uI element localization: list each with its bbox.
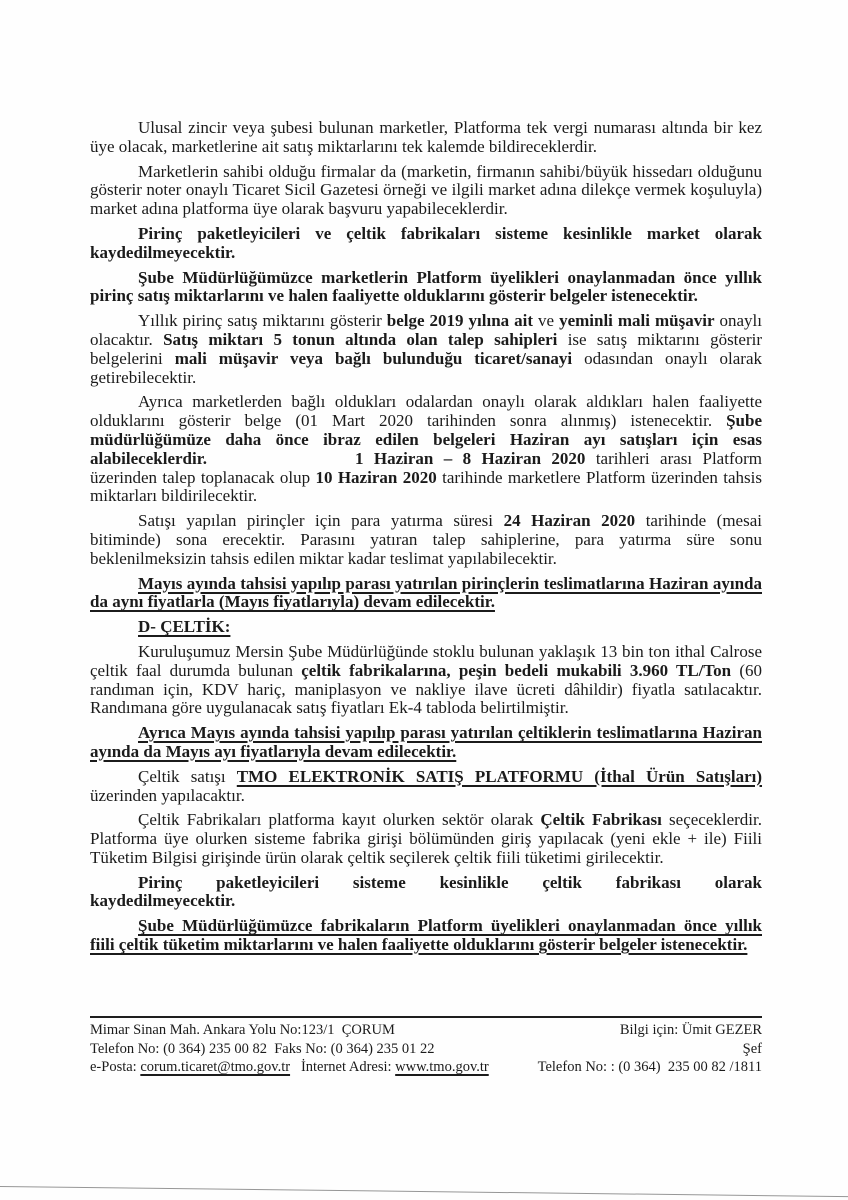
underlined-text-run: D- ÇELTİK: — [138, 617, 231, 637]
bold-text-run: Çeltik Fabrikası — [540, 810, 662, 830]
underlined-text-run: Şube Müdürlüğümüzce fabrikaların Platform üyelikleri onaylanmadan önce yıllık fiili çeltik tüketim miktarlarını ve halen faaliyette olduklarını gösterir belgeler istenecektir. — [90, 916, 762, 955]
page-footer — [90, 1016, 762, 1077]
bold-text-run: Şube müdürlüğümüze daha önce ibraz edilen belgeleri Haziran ayı satışları için esas alabileceklerdir. — [90, 411, 762, 468]
text-run: Satışı yapılan pirinçler için para yatırma süresi — [138, 511, 504, 531]
bold-text-run: 10 Haziran 2020 — [315, 467, 437, 487]
para-sube-mudurlugumuzce-fabrikalar-underlined — [90, 917, 762, 955]
scan-page-edge-line — [0, 1186, 848, 1197]
para-pirinc-paketleyicileri-celtik — [90, 874, 762, 912]
bold-text-run: 24 Haziran 2020 — [503, 511, 636, 531]
text-run: Mimar Sinan Mah. Ankara Yolu No:123/1 ÇORUM — [90, 1022, 395, 1038]
bold-text-run: mali müşavir veya bağlı bulunduğu ticaret/sanayi — [174, 348, 573, 368]
text-run: Bilgi için: Ümit GEZER — [619, 1022, 762, 1038]
footer-line — [90, 1058, 489, 1077]
text-run: İnternet Adresi: — [290, 1059, 396, 1076]
text-run: odasından onaylı olarak getirebilecektir. — [90, 348, 763, 387]
text-run: tarihinde marketlere Platform üzerinden tahsis miktarları bildirilecektir. — [90, 467, 762, 506]
para-yillik-pirinc-belge — [90, 312, 762, 387]
text-run: üzerinden yapılacaktır. — [90, 785, 245, 805]
text-run: Ayrıca marketlerden bağlı oldukları odalardan onaylı olarak aldıkları halen faaliyette olduklarını gösterir belge (01 Mart 2020 tarihinden sonra alınmış) istenecektir. — [90, 392, 762, 431]
text-run: Telefon No: (0 364) 235 00 82 Faks No: (0 364) 235 01 22 — [90, 1040, 435, 1057]
underlined-text-run: Mayıs ayında tahsisi yapılıp parası yatırılan pirinçlerin teslimatlarına Haziran ayında da aynı fiyatlarla (Mayıs fiyatlarıyla) devam edilecektir. — [90, 573, 762, 612]
text-run: ve — [533, 311, 560, 331]
footer-contact-right — [538, 1021, 762, 1077]
forced-line: Pirinç paketleyicileri ve çeltik fabrikaları sisteme kesinlikle market olarak — [138, 223, 762, 243]
text-run: Ulusal zincir veya şubesi bulunan marketler, Platforma tek vergi numarası altında bir kez üye olacak, marketlerine ait satış miktarlarını tek kalemde bildireceklerdir. — [90, 118, 762, 156]
text-run: (60 randıman için, KDV hariç, maniplasyon ve nakliye ilave ücreti dâhildir) fiyatla satılacaktır. Randımana göre uygulanacak satış fiyatları Ek-4 tabloda belirtilmiştir. — [90, 660, 763, 718]
text-run: seçeceklerdir. Platforma üye olurken sisteme fabrika girişi bölümünden giriş yapılacak (yeni ekle + ile) Fiili Tüketim Bilgisi girişinde ürün olarak çeltik seçilerek çeltik fiili tüketimi girilecektir. — [90, 810, 763, 867]
para-ulusal-zincir — [90, 119, 762, 157]
para-celtik-fabrikalari-kayit — [90, 811, 762, 867]
bold-text-run: çeltik fabrikalarına, peşin bedeli mukabili 3.960 TL/Ton — [301, 660, 732, 680]
document-body — [90, 119, 762, 961]
bold-text-run: belge 2019 yılına ait — [386, 311, 534, 331]
para-ayrica-marketlerden — [90, 393, 762, 506]
bold-text-run: Şube Müdürlüğümüzce marketlerin Platform üyelikleri onaylanmadan önce yıllık pirinç satış miktarlarını ve halen faaliyette olduklarını gösterir belgeler istenecektir. — [90, 267, 762, 306]
para-kurulusumuz-mersin — [90, 643, 762, 718]
underlined-text-run: TMO ELEKTRONİK SATIŞ PLATFORMU (İthal Ürün Satışları) — [236, 766, 763, 786]
inline-gap — [207, 463, 355, 464]
para-pirinc-paketleyicileri-market — [90, 225, 762, 263]
text-run: Kuruluşumuz Mersin Şube Müdürlüğünde stoklu bulunan yaklaşık 13 bin ton ithal Calrose çeltik faal durumda bulunan — [90, 641, 762, 680]
footer-line — [538, 1058, 762, 1077]
text-run: Çeltik satışı — [138, 766, 237, 786]
para-sube-mudurlugumuzce-marketler — [90, 269, 762, 307]
text-run: tarihinde (mesai bitiminde) sona erecektir. Parasını yatıran talep sahiplerine, para yatırma süre sonu beklenilmeksizin tahsis edilen miktar kadar teslimat yapılabilecektir. — [90, 511, 762, 568]
underlined-text-run: Ayrıca Mayıs ayında tahsisi yapılıp parası yatırılan çeltiklerin teslimatlarına Haziran ayında da Mayıs ayı fiyatlarıyla devam edilecektir. — [90, 723, 762, 761]
forced-line: kaydedilmeyecektir. — [90, 891, 236, 911]
bold-text-run: 1 Haziran – 8 Haziran 2020 — [354, 448, 586, 468]
footer-line — [90, 1021, 489, 1040]
para-ayrica-mayis-celtik-underlined — [90, 724, 762, 762]
text-run: e-Posta: — [90, 1059, 141, 1076]
forced-line: kaydedilmeyecektir. — [90, 242, 236, 262]
para-mayis-tahsis-pirinc-underlined — [90, 575, 762, 613]
para-satisi-yapilan-pirincler — [90, 512, 762, 568]
footer-line — [538, 1021, 762, 1040]
heading-d-celtik — [90, 618, 762, 637]
footer-line — [538, 1040, 762, 1059]
para-marketlerin-sahibi — [90, 163, 762, 219]
bold-text-run: Satış miktarı 5 tonun altında olan talep sahipleri — [163, 329, 558, 349]
text-run: Yıllık pirinç satış miktarını gösterir — [138, 311, 387, 331]
footer-contact-left — [90, 1021, 489, 1077]
footer-line — [90, 1040, 489, 1059]
text-run: Çeltik Fabrikaları platforma kayıt olurken sektör olarak — [138, 810, 541, 830]
text-run: tarihleri arası Platform üzerinden talep toplanacak olup — [90, 448, 762, 487]
para-celtik-satisi-platform — [90, 768, 762, 806]
underlined-text-run: www.tmo.gov.tr — [395, 1059, 489, 1076]
underlined-text-run: corum.ticaret@tmo.gov.tr — [140, 1059, 291, 1076]
text-run: Şef — [742, 1040, 762, 1057]
text-run: onaylı olacaktır. — [90, 311, 762, 349]
bold-text-run: yeminli mali müşavir — [559, 311, 715, 331]
text-run: Marketlerin sahibi olduğu firmalar da (marketin, firmanın sahibi/büyük hissedarı olduğunu gösterir noter onaylı Ticaret Sicil Gazetesi örneği ve ilgili market adına dilekçe vermek koşuluyla) market adına platforma üye olarak başvuru yapabileceklerdir. — [90, 161, 762, 219]
text-run: ise satış miktarını gösterir belgelerini — [90, 329, 762, 368]
text-run: Telefon No: : (0 364) 235 00 82 /1811 — [537, 1059, 762, 1076]
forced-line: Pirinç paketleyicileri sisteme kesinlikle çeltik fabrikası olarak — [138, 872, 762, 892]
